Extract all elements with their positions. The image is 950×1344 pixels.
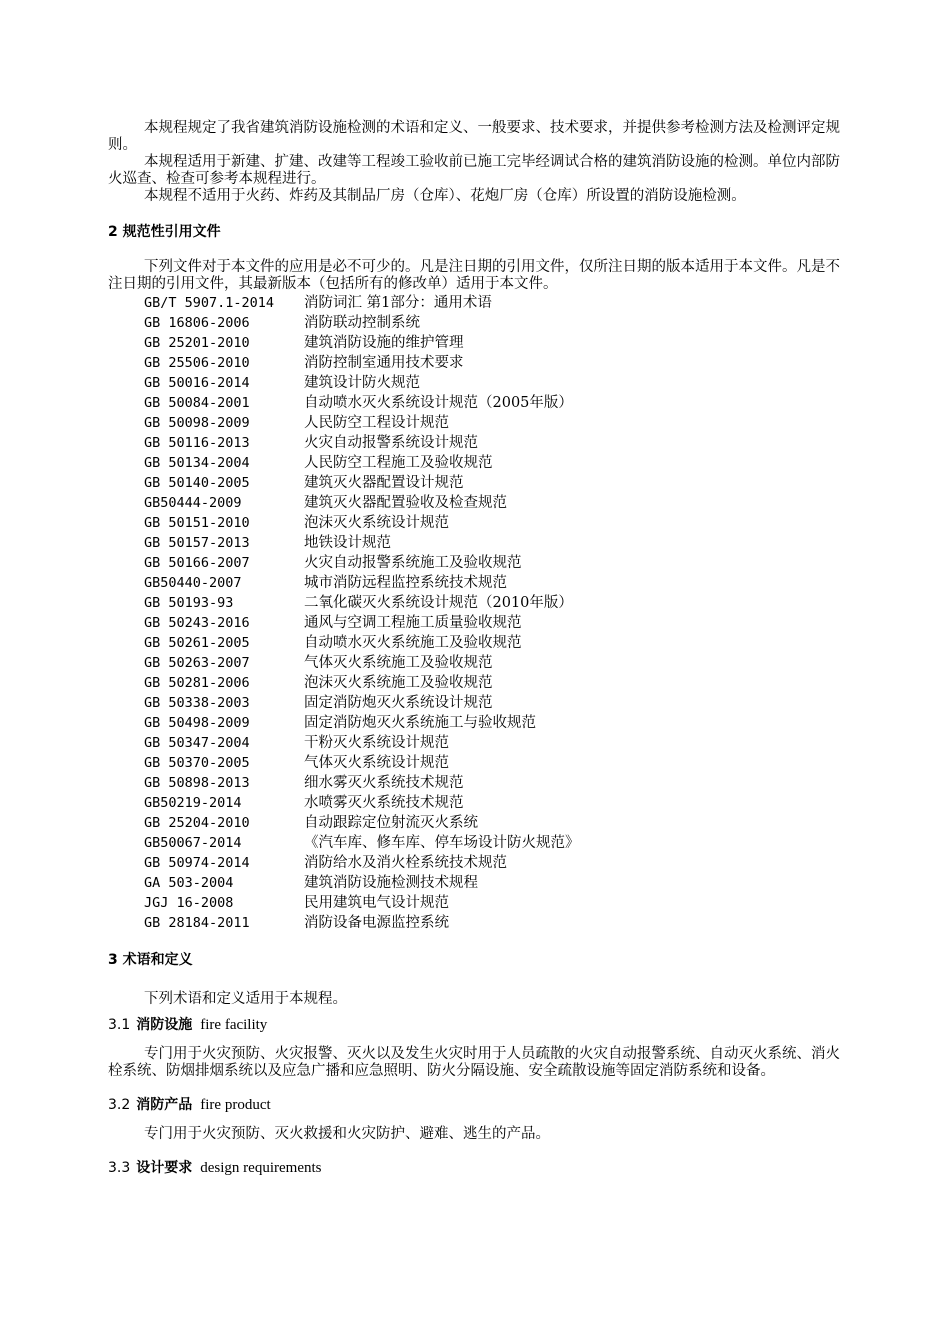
reference-code: GB 50498-2009 (144, 715, 250, 731)
reference-item (144, 893, 840, 913)
reference-title: 火灾自动报警系统设计规范 (304, 435, 478, 451)
reference-item (144, 333, 840, 353)
reference-item (144, 593, 840, 613)
reference-code: GB 50193-93 (144, 595, 234, 611)
term-3-3-heading (108, 1159, 840, 1177)
reference-code: GB 25506-2010 (144, 355, 250, 371)
reference-item (144, 393, 840, 413)
reference-code: GB 50261-2005 (144, 635, 250, 651)
reference-code: JGJ 16-2008 (144, 895, 234, 911)
reference-code: GB 50098-2009 (144, 415, 250, 431)
reference-title: 消防给水及消火栓系统技术规范 (304, 855, 507, 871)
section-3-intro: 下列术语和定义适用于本规程。 (144, 991, 347, 1007)
term-number: 3.3 (108, 1160, 131, 1176)
reference-code: GB 50016-2014 (144, 375, 250, 391)
reference-item (144, 733, 840, 753)
reference-code: GB 50151-2010 (144, 515, 250, 531)
reference-item (144, 793, 840, 813)
reference-code: GB 50116-2013 (144, 435, 250, 451)
reference-code: GB 25204-2010 (144, 815, 250, 831)
reference-code: GB 50157-2013 (144, 535, 250, 551)
reference-title: 消防联动控制系统 (304, 315, 420, 331)
term-3-2-definition: 专门用于火灾预防、灭火救援和火灾防护、避难、逃生的产品。 (144, 1126, 550, 1142)
reference-item (144, 513, 840, 533)
reference-code: GA 503-2004 (144, 875, 234, 891)
reference-title: 地铁设计规范 (304, 535, 391, 551)
reference-code: GB 50134-2004 (144, 455, 250, 471)
term-number: 3.2 (108, 1097, 131, 1113)
reference-code: GB 50166-2007 (144, 555, 250, 571)
reference-title: 消防控制室通用技术要求 (304, 355, 464, 371)
reference-item (144, 313, 840, 333)
section-2-heading: 2 规范性引用文件 (108, 224, 221, 240)
reference-item (144, 353, 840, 373)
reference-title: 干粉灭火系统设计规范 (304, 735, 449, 751)
reference-item (144, 433, 840, 453)
reference-title: 民用建筑电气设计规范 (304, 895, 449, 911)
term-3-1-heading (108, 1016, 840, 1034)
reference-item (144, 533, 840, 553)
reference-item (144, 633, 840, 653)
reference-item (144, 753, 840, 773)
term-english-name: design requirements (200, 1160, 322, 1176)
section-3-heading: 3 术语和定义 (108, 952, 193, 968)
reference-title: 建筑消防设施的维护管理 (304, 335, 464, 351)
reference-code: GB50440-2007 (144, 575, 242, 591)
term-english-name: fire product (200, 1097, 271, 1113)
term-number: 3.1 (108, 1017, 131, 1033)
reference-item (144, 293, 840, 313)
reference-title: 建筑消防设施检测技术规程 (304, 875, 478, 891)
reference-title: 通风与空调工程施工质量验收规范 (304, 615, 522, 631)
term-english-name: fire facility (200, 1017, 268, 1033)
reference-code: GB 50281-2006 (144, 675, 250, 691)
intro-paragraph-scope: 本规程规定了我省建筑消防设施检测的术语和定义、一般要求、技术要求，并提供参考检测方法及检测评定规则。 (108, 120, 840, 153)
reference-title: 二氧化碳灭火系统设计规范（2010年版） (304, 595, 573, 611)
term-chinese-name: 消防产品 (136, 1097, 193, 1113)
reference-item (144, 553, 840, 573)
term-chinese-name: 设计要求 (136, 1160, 193, 1176)
reference-item (144, 493, 840, 513)
reference-title: 泡沫灭火系统施工及验收规范 (304, 675, 493, 691)
term-3-1-definition: 专门用于火灾预防、火灾报警、灭火以及发生火灾时用于人员疏散的火灾自动报警系统、自动灭火系统、消火栓系统、防烟排烟系统以及应急广播和应急照明、防火分隔设施、安全疏散设施等固定消防系统和设备。 (108, 1046, 840, 1079)
reference-item (144, 873, 840, 893)
normative-reference-list (144, 293, 840, 933)
reference-item (144, 713, 840, 733)
reference-title: 人民防空工程设计规范 (304, 415, 449, 431)
reference-title: 城市消防远程监控系统技术规范 (304, 575, 507, 591)
reference-item (144, 473, 840, 493)
reference-item (144, 673, 840, 693)
intro-paragraph-applicability: 本规程适用于新建、扩建、改建等工程竣工验收前已施工完毕经调试合格的建筑消防设施的检测。单位内部防火巡查、检查可参考本规程进行。 (108, 154, 840, 187)
section-2-intro: 下列文件对于本文件的应用是必不可少的。凡是注日期的引用文件，仅所注日期的版本适用于本文件。凡是不注日期的引用文件，其最新版本（包括所有的修改单）适用于本文件。 (108, 259, 840, 292)
reference-title: 水喷雾灭火系统技术规范 (304, 795, 464, 811)
reference-item (144, 813, 840, 833)
reference-title: 细水雾灭火系统技术规范 (304, 775, 464, 791)
reference-title: 自动喷水灭火系统施工及验收规范 (304, 635, 522, 651)
document-page (108, 120, 840, 1189)
reference-item (144, 693, 840, 713)
reference-item (144, 853, 840, 873)
reference-item (144, 913, 840, 933)
reference-item (144, 453, 840, 473)
reference-code: GB 50263-2007 (144, 655, 250, 671)
reference-code: GB 50140-2005 (144, 475, 250, 491)
term-3-2-heading (108, 1096, 840, 1114)
reference-code: GB 50347-2004 (144, 735, 250, 751)
reference-title: 建筑设计防火规范 (304, 375, 420, 391)
reference-title: 固定消防炮灭火系统设计规范 (304, 695, 493, 711)
reference-code: GB50444-2009 (144, 495, 242, 511)
reference-title: 泡沫灭火系统设计规范 (304, 515, 449, 531)
reference-code: GB 50898-2013 (144, 775, 250, 791)
reference-code: GB/T 5907.1-2014 (144, 295, 275, 311)
term-chinese-name: 消防设施 (136, 1017, 193, 1033)
reference-title: 气体灭火系统施工及验收规范 (304, 655, 493, 671)
reference-code: GB 16806-2006 (144, 315, 250, 331)
reference-code: GB 50338-2003 (144, 695, 250, 711)
intro-paragraph-exclusion: 本规程不适用于火药、炸药及其制品厂房（仓库）、花炮厂房（仓库）所设置的消防设施检测。 (144, 188, 746, 204)
reference-code: GB 50974-2014 (144, 855, 250, 871)
reference-code: GB 28184-2011 (144, 915, 250, 931)
reference-code: GB 50084-2001 (144, 395, 250, 411)
reference-item (144, 413, 840, 433)
reference-title: 消防词汇 第1部分：通用术语 (304, 295, 492, 311)
reference-title: 固定消防炮灭火系统施工与验收规范 (304, 715, 536, 731)
reference-code: GB 50370-2005 (144, 755, 250, 771)
reference-item (144, 773, 840, 793)
reference-title: 消防设备电源监控系统 (304, 915, 449, 931)
reference-item (144, 653, 840, 673)
reference-title: 《汽车库、修车库、停车场设计防火规范》 (304, 835, 580, 851)
reference-title: 建筑灭火器配置验收及检查规范 (304, 495, 507, 511)
reference-item (144, 573, 840, 593)
reference-title: 人民防空工程施工及验收规范 (304, 455, 493, 471)
reference-code: GB 50243-2016 (144, 615, 250, 631)
reference-code: GB50219-2014 (144, 795, 242, 811)
reference-title: 自动喷水灭火系统设计规范（2005年版） (304, 395, 573, 411)
reference-item (144, 373, 840, 393)
reference-title: 自动跟踪定位射流灭火系统 (304, 815, 478, 831)
reference-code: GB 25201-2010 (144, 335, 250, 351)
reference-title: 建筑灭火器配置设计规范 (304, 475, 464, 491)
reference-item (144, 833, 840, 853)
reference-title: 火灾自动报警系统施工及验收规范 (304, 555, 522, 571)
reference-code: GB50067-2014 (144, 835, 242, 851)
reference-item (144, 613, 840, 633)
reference-title: 气体灭火系统设计规范 (304, 755, 449, 771)
